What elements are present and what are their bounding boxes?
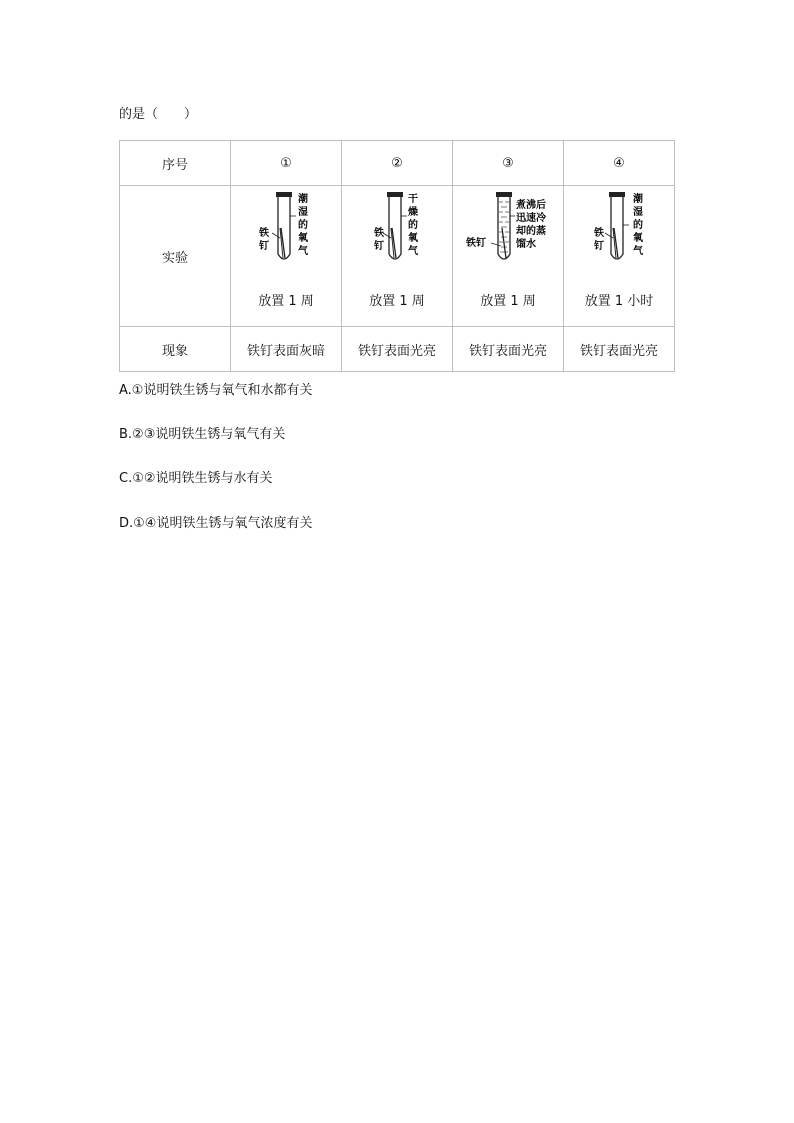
placement-1: 放置 1 周 [258,294,314,309]
phenomenon-1: 铁钉表面灰暗 [231,327,342,372]
side-label-2b: 燥 [408,207,418,218]
phenomenon-3: 铁钉表面光亮 [453,327,564,372]
side-label-1b: 湿 [298,207,308,218]
side-label-2d: 氧 [408,233,418,244]
experiment-cell-1 [231,186,342,327]
side-label-2a: 干 [408,194,418,205]
side-label-3d: 馏水 [516,239,536,250]
side-label-4b: 湿 [633,207,643,218]
side-label-4a: 潮 [633,194,643,205]
column-number-2: ② [342,141,453,186]
side-label-3c: 却的蒸 [516,226,546,237]
experiment-cell-3 [453,186,564,327]
nail-label-2a: 铁 [374,228,384,239]
row-label-phenomenon: 现象 [120,327,231,372]
nail-label-1a: 铁 [259,228,269,239]
option-c[interactable]: C.①②说明铁生锈与水有关 [119,471,273,486]
side-label-1e: 气 [298,246,308,257]
placement-3: 放置 1 周 [480,294,536,309]
option-b[interactable]: B.②③说明铁生锈与氧气有关 [119,427,286,442]
side-label-2e: 气 [408,246,418,257]
experiment-table [119,140,675,372]
nail-label-4b: 钉 [594,241,604,252]
side-label-1d: 氧 [298,233,308,244]
question-stem: 的是（ ） [119,107,198,122]
table-phenomenon-row [120,327,675,372]
side-label-1c: 的 [298,220,308,231]
option-d[interactable]: D.①④说明铁生锈与氧气浓度有关 [119,516,313,531]
side-label-2c: 的 [408,220,418,231]
test-tube-diagram-3 [453,188,564,288]
column-number-3: ③ [453,141,564,186]
side-label-3a: 煮沸后 [516,200,546,211]
nail-label-1b: 钉 [259,241,269,252]
phenomenon-4: 铁钉表面光亮 [564,327,675,372]
option-a[interactable]: A.①说明铁生锈与氧气和水都有关 [119,383,313,398]
test-tube-diagram-2 [342,188,453,288]
nail-label-3: 铁钉 [466,238,486,249]
column-number-1: ① [231,141,342,186]
nail-label-4a: 铁 [594,228,604,239]
column-number-4: ④ [564,141,675,186]
table-experiment-row [120,186,675,327]
placement-2: 放置 1 周 [369,294,425,309]
side-label-4d: 氧 [633,233,643,244]
side-label-3b: 迅速冷 [516,213,546,224]
row-label-number: 序号 [120,141,231,186]
side-label-4e: 气 [633,246,643,257]
table-header-row [120,141,675,186]
test-tube-diagram-1 [231,188,342,288]
experiment-cell-2 [342,186,453,327]
placement-4: 放置 1 小时 [584,294,654,309]
side-label-1a: 潮 [298,194,308,205]
nail-label-2b: 钉 [374,241,384,252]
side-label-4c: 的 [633,220,643,231]
phenomenon-2: 铁钉表面光亮 [342,327,453,372]
row-label-experiment: 实验 [120,186,231,327]
experiment-cell-4 [564,186,675,327]
test-tube-diagram-4 [564,188,675,288]
